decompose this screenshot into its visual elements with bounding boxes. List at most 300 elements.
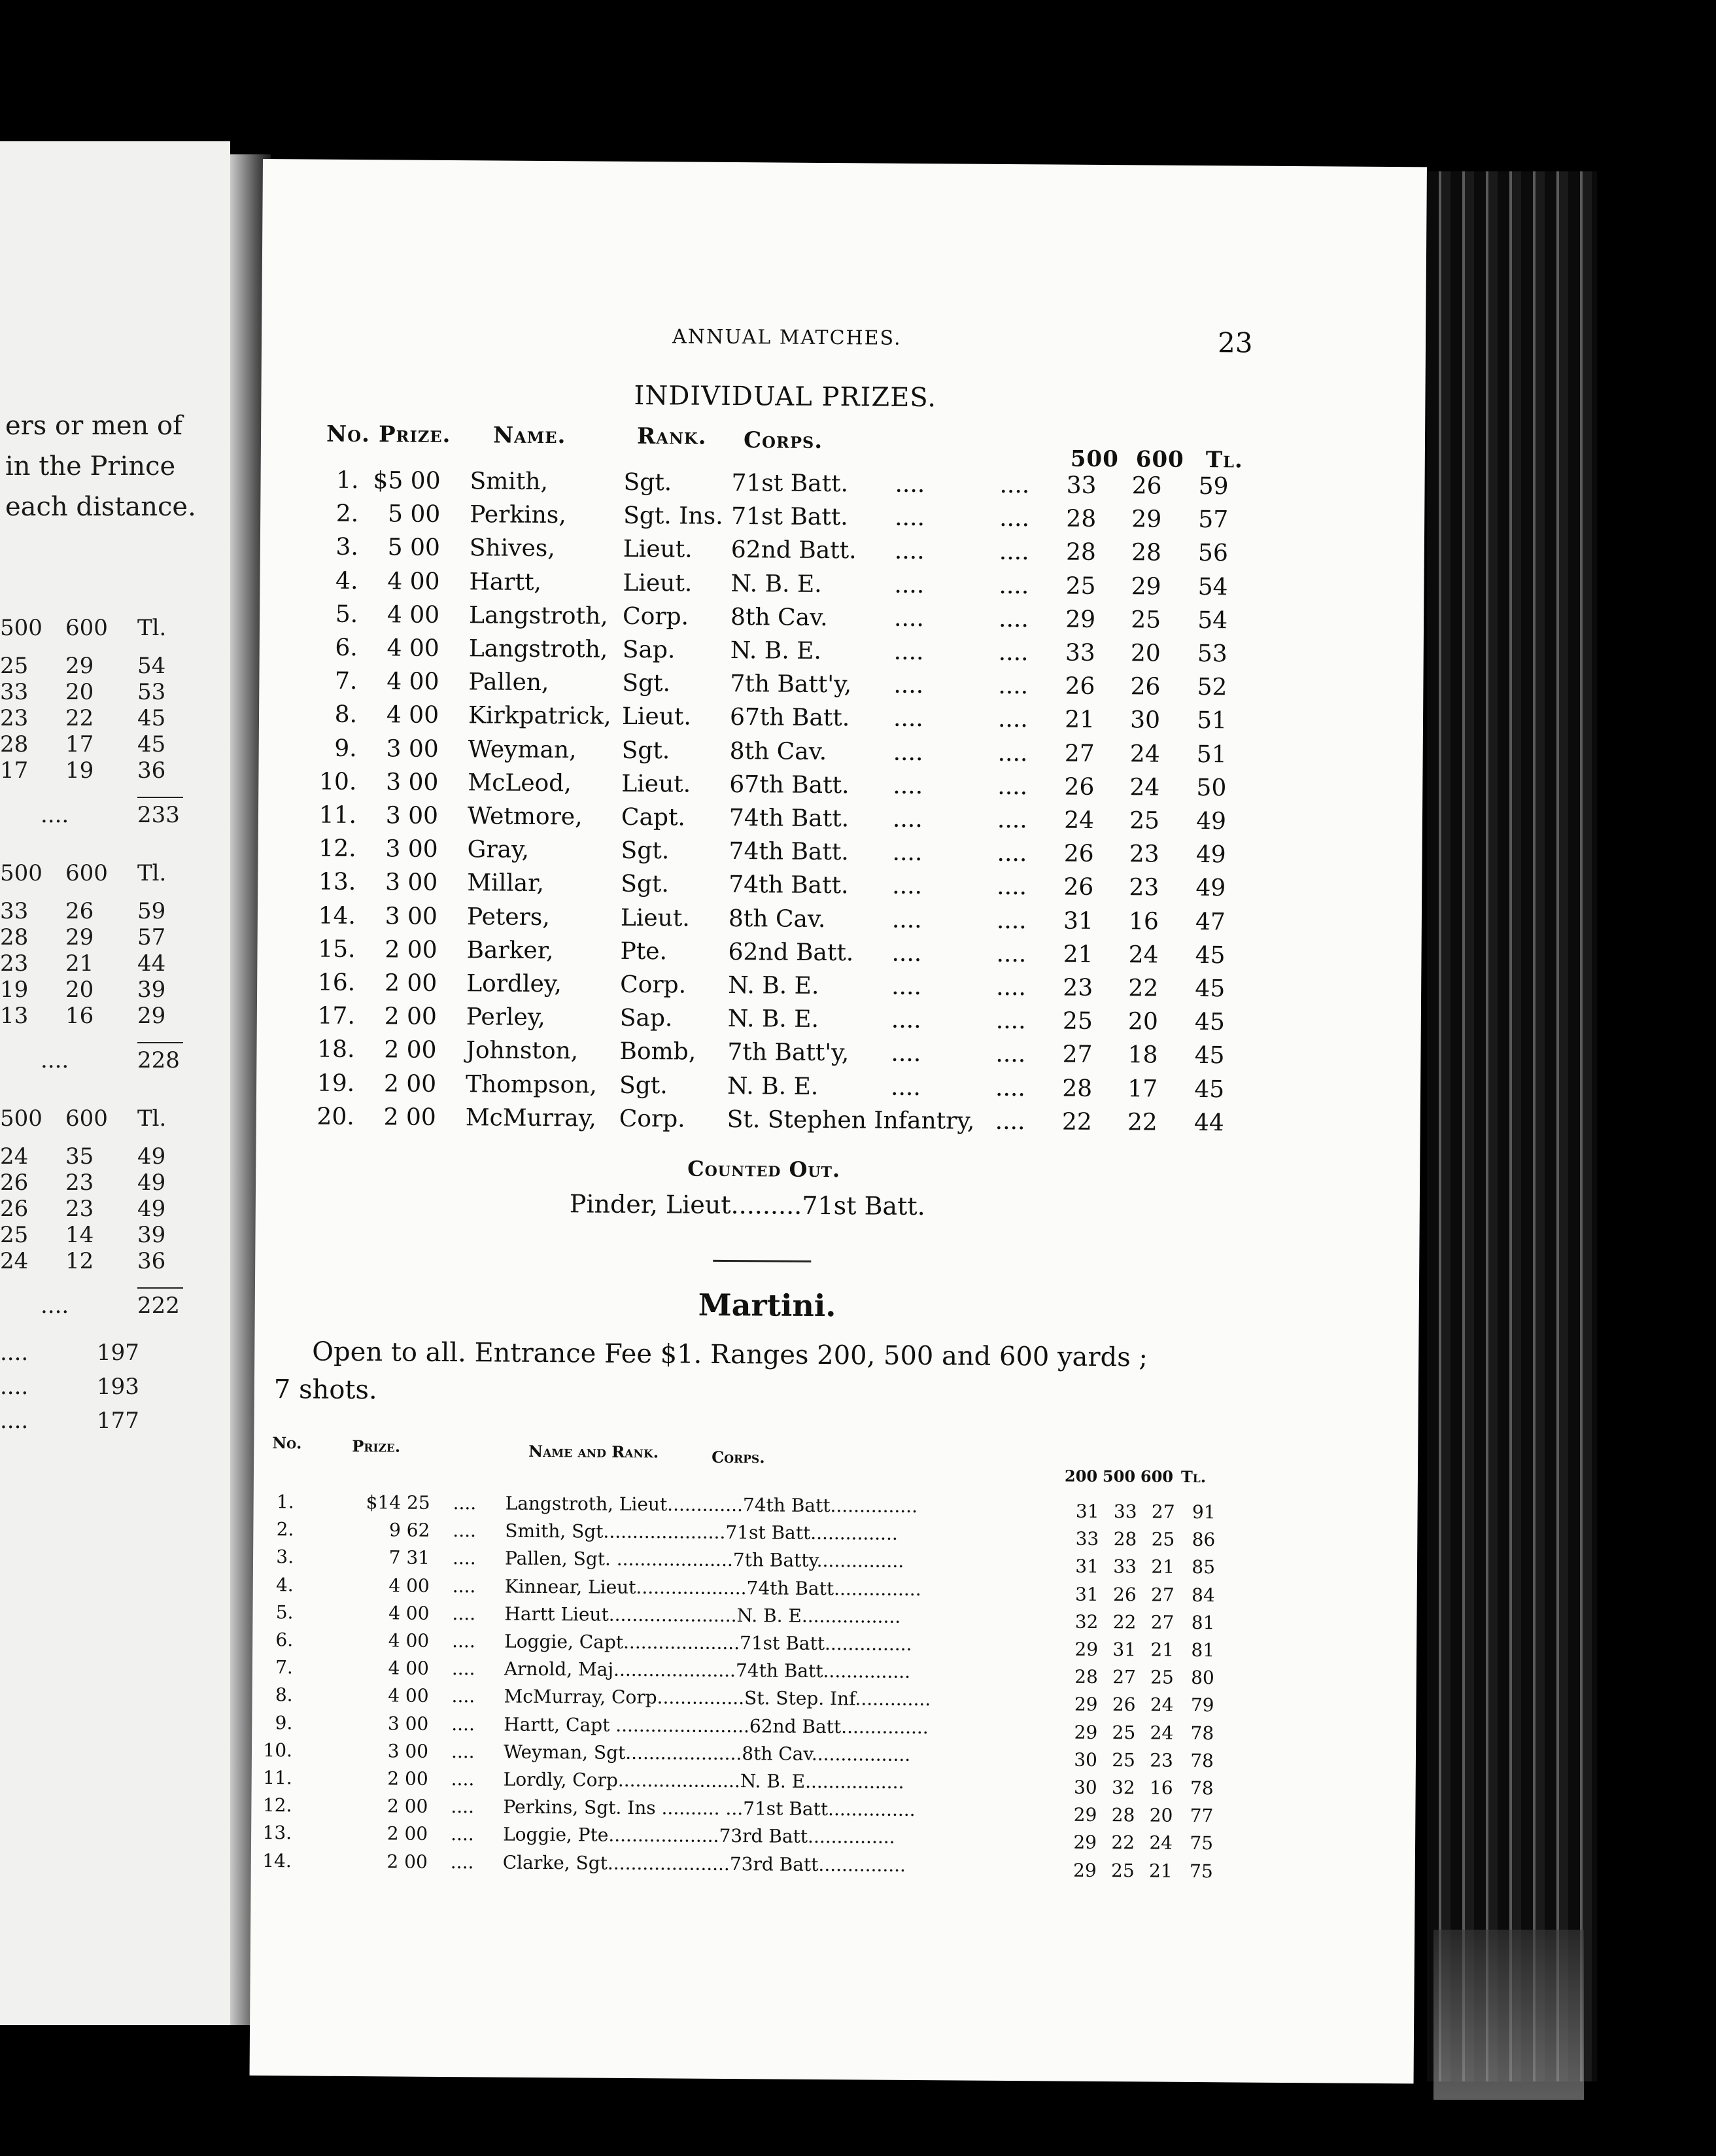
table-cell: 5. bbox=[335, 600, 358, 628]
table-cell: 14. bbox=[262, 1849, 292, 1871]
left-score-cell: 39 bbox=[137, 1222, 166, 1248]
table-cell: Corp. bbox=[619, 1105, 685, 1133]
left-leader-dots: .... bbox=[41, 802, 69, 828]
table-cell: 51 bbox=[1197, 707, 1227, 735]
left-score-cell: 26 bbox=[0, 1196, 29, 1222]
table-cell: .... bbox=[998, 672, 1029, 700]
table-cell: 1. bbox=[336, 466, 359, 495]
left-score-cell: 19 bbox=[0, 977, 29, 1003]
m-col-total: Tl. bbox=[1180, 1467, 1207, 1487]
table-cell: 85 bbox=[1192, 1556, 1216, 1578]
left-score-cell: 49 bbox=[137, 1143, 166, 1170]
table-cell: Lieut. bbox=[621, 770, 691, 798]
table-cell: 16 bbox=[1149, 1777, 1173, 1799]
table-cell: .... bbox=[997, 840, 1027, 867]
table-cell: 21 bbox=[1150, 1639, 1175, 1661]
table-cell: 24 bbox=[1129, 774, 1160, 801]
table-cell: 26 bbox=[1063, 873, 1094, 901]
table-cell: 6. bbox=[275, 1629, 294, 1651]
table-cell: .... bbox=[891, 939, 922, 967]
table-cell: 2 00 bbox=[386, 1850, 428, 1873]
left-score-cell: 33 bbox=[0, 898, 29, 924]
table-cell: 31 bbox=[1112, 1639, 1137, 1661]
left-score-cell: 23 bbox=[0, 950, 29, 977]
table-cell: 25 bbox=[1062, 1007, 1093, 1035]
table-cell: .... bbox=[892, 873, 923, 900]
table-cell: 84 bbox=[1191, 1584, 1215, 1606]
table-cell: 28 bbox=[1113, 1528, 1137, 1550]
table-cell: .... bbox=[892, 839, 923, 867]
table-cell: .... bbox=[996, 907, 1027, 934]
table-cell: 2. bbox=[335, 500, 359, 528]
table-cell: 25 bbox=[1065, 572, 1096, 600]
table-cell: 2 00 bbox=[387, 1767, 428, 1790]
table-cell: .... bbox=[892, 805, 923, 833]
table-cell: 86 bbox=[1192, 1529, 1216, 1551]
left-col-header: 600 bbox=[65, 615, 108, 641]
table-cell: 71st Batt. bbox=[731, 503, 848, 531]
left-score-cell: 54 bbox=[137, 653, 166, 679]
table-cell: 18. bbox=[317, 1036, 355, 1064]
table-cell: 3 00 bbox=[385, 835, 438, 863]
table-cell: 2 00 bbox=[384, 1003, 437, 1031]
table-cell: 29 bbox=[1131, 506, 1162, 533]
left-score-cell: 57 bbox=[137, 924, 166, 950]
table-cell: .... bbox=[891, 1006, 921, 1034]
table-cell: 29 bbox=[1073, 1832, 1097, 1854]
table-cell: .... bbox=[999, 538, 1029, 566]
left-score-cell: 45 bbox=[137, 731, 166, 757]
table-cell: 28 bbox=[1065, 538, 1096, 566]
table-cell: 33 bbox=[1066, 472, 1097, 499]
table-cell: 20 bbox=[1149, 1804, 1173, 1826]
col-500: 500 bbox=[1070, 445, 1119, 473]
table-cell: 17 bbox=[1127, 1075, 1158, 1103]
left-col-header: Tl. bbox=[137, 615, 167, 641]
table-cell: 56 bbox=[1197, 540, 1228, 567]
table-cell: 25 bbox=[1111, 1859, 1135, 1881]
table-cell: 8th Cav. bbox=[730, 603, 828, 631]
table-cell: .... bbox=[891, 973, 922, 1001]
table-cell: .... bbox=[893, 604, 925, 632]
table-cell: 5 00 bbox=[387, 534, 440, 562]
table-cell: 7 31 bbox=[388, 1546, 430, 1569]
table-cell: .... bbox=[995, 1007, 1026, 1035]
left-score-cell: 29 bbox=[137, 1003, 166, 1029]
table-cell: 4 00 bbox=[388, 1657, 430, 1680]
table-cell: .... bbox=[893, 671, 924, 699]
left-total-rule bbox=[137, 797, 183, 798]
table-cell: 4. bbox=[335, 567, 358, 595]
table-cell: 18 bbox=[1127, 1041, 1158, 1069]
table-cell: 49 bbox=[1196, 807, 1227, 835]
table-cell: Smith, bbox=[470, 468, 549, 496]
table-cell: 27 bbox=[1150, 1611, 1175, 1633]
left-text-line-1: ers or men of bbox=[5, 411, 182, 441]
table-cell: Sgt. bbox=[622, 670, 671, 697]
table-cell: 28 bbox=[1062, 1075, 1093, 1102]
table-cell: .... bbox=[894, 571, 925, 599]
table-cell: 2 00 bbox=[384, 1036, 437, 1064]
table-cell: 20 bbox=[1130, 640, 1161, 667]
table-cell: 9 62 bbox=[388, 1519, 430, 1542]
table-cell: 45 bbox=[1194, 1009, 1225, 1036]
table-cell: Pallen, bbox=[468, 669, 549, 697]
table-cell: 21 bbox=[1063, 941, 1093, 968]
table-cell: Sgt. bbox=[621, 837, 670, 865]
table-cell: 81 bbox=[1191, 1639, 1215, 1661]
table-cell: 22 bbox=[1112, 1610, 1137, 1633]
table-cell: 7. bbox=[275, 1656, 294, 1678]
table-cell: 8th Cav. bbox=[729, 737, 827, 765]
table-cell: 25 bbox=[1131, 606, 1161, 634]
left-score-cell: 26 bbox=[65, 898, 94, 924]
table-cell: Clarke, Sgt.....................73rd Batt............... bbox=[502, 1851, 906, 1876]
table-cell: .... bbox=[452, 1547, 476, 1569]
col-rank: Rank. bbox=[636, 423, 707, 450]
left-score-cell: 20 bbox=[65, 679, 94, 705]
table-cell: .... bbox=[997, 773, 1028, 800]
left-score-cell: 13 bbox=[0, 1003, 29, 1029]
table-cell: 23 bbox=[1150, 1749, 1174, 1771]
table-cell: St. Stephen Infantry, bbox=[727, 1105, 975, 1135]
table-cell: .... bbox=[452, 1630, 475, 1652]
table-cell: 29 bbox=[1074, 1638, 1099, 1660]
table-cell: 53 bbox=[1197, 640, 1227, 668]
table-cell: .... bbox=[451, 1796, 475, 1818]
left-col-header: 500 bbox=[0, 1105, 43, 1132]
left-score-cell: 24 bbox=[0, 1143, 29, 1170]
table-cell: 25 bbox=[1151, 1528, 1175, 1550]
table-cell: 2 00 bbox=[386, 1795, 428, 1818]
table-cell: .... bbox=[451, 1658, 475, 1680]
left-score-cell: 28 bbox=[0, 731, 29, 757]
table-cell: 25 bbox=[1112, 1721, 1136, 1743]
m-col-prize: Prize. bbox=[352, 1436, 401, 1456]
left-score-cell: 26 bbox=[0, 1170, 29, 1196]
table-cell: .... bbox=[453, 1520, 477, 1542]
table-cell: 52 bbox=[1197, 674, 1227, 701]
left-score-cell: 25 bbox=[0, 1222, 29, 1248]
table-cell: 4 00 bbox=[388, 1629, 430, 1652]
table-cell: .... bbox=[451, 1768, 475, 1790]
left-score-cell: 29 bbox=[65, 924, 94, 950]
table-cell: Gray, bbox=[467, 836, 530, 864]
table-cell: .... bbox=[998, 605, 1029, 633]
table-cell: 29 bbox=[1074, 1694, 1098, 1716]
table-cell: 25 bbox=[1129, 807, 1160, 835]
table-cell: Weyman, bbox=[468, 735, 577, 763]
table-cell: 28 bbox=[1074, 1665, 1098, 1688]
section-rule bbox=[713, 1260, 811, 1262]
table-cell: .... bbox=[450, 1851, 474, 1873]
table-cell: Lieut. bbox=[623, 569, 693, 597]
table-cell: N. B. E. bbox=[730, 637, 822, 665]
table-cell: Sgt. bbox=[619, 1071, 668, 1099]
left-leader-dots: .... bbox=[41, 1293, 69, 1319]
table-cell: Corp. bbox=[622, 602, 689, 631]
table-cell: 10. bbox=[263, 1739, 293, 1762]
table-cell: 51 bbox=[1196, 740, 1227, 768]
table-cell: Wetmore, bbox=[467, 803, 583, 831]
table-cell: 26 bbox=[1063, 840, 1094, 868]
table-cell: .... bbox=[451, 1713, 475, 1735]
table-cell: 74th Batt. bbox=[729, 805, 849, 833]
table-cell: 3 00 bbox=[386, 769, 439, 796]
table-cell: 81 bbox=[1191, 1611, 1215, 1634]
table-cell: Loggie, Pte...................73rd Batt............... bbox=[503, 1824, 895, 1849]
table-cell: .... bbox=[999, 505, 1030, 532]
page-edges bbox=[1427, 171, 1597, 2081]
table-cell: 27 bbox=[1064, 740, 1095, 767]
left-col-header: 600 bbox=[65, 1105, 108, 1132]
table-cell: .... bbox=[891, 1040, 921, 1068]
left-total-rule bbox=[137, 1287, 183, 1289]
left-col-header: Tl. bbox=[137, 1105, 167, 1132]
col-no: No. bbox=[326, 421, 371, 448]
table-cell: 2 00 bbox=[383, 1104, 436, 1131]
table-cell: 13. bbox=[262, 1822, 292, 1844]
table-cell: Hartt, bbox=[469, 568, 542, 596]
table-cell: Kirkpatrick, bbox=[468, 702, 611, 731]
table-cell: $14 25 bbox=[366, 1491, 430, 1514]
table-cell: Loggie, Capt....................71st Batt............... bbox=[504, 1630, 912, 1655]
table-cell: .... bbox=[452, 1602, 476, 1625]
table-cell: .... bbox=[997, 806, 1027, 834]
table-cell: 24 bbox=[1149, 1832, 1173, 1854]
table-cell: 2 00 bbox=[384, 969, 438, 997]
table-cell: McLeod, bbox=[468, 769, 572, 797]
table-cell: 2. bbox=[276, 1518, 294, 1540]
table-cell: 5 00 bbox=[387, 500, 441, 529]
table-cell: 4 00 bbox=[386, 635, 439, 662]
table-cell: Sap. bbox=[622, 636, 676, 664]
left-col-header: Tl. bbox=[137, 860, 167, 886]
table-cell: 45 bbox=[1194, 1042, 1225, 1069]
table-cell: .... bbox=[893, 739, 923, 766]
table-cell: 62nd Batt. bbox=[730, 536, 857, 565]
page-edges-shadow bbox=[1433, 1930, 1584, 2100]
table-cell: Sgt. bbox=[621, 871, 670, 898]
table-cell: 71st Batt. bbox=[731, 470, 849, 498]
table-cell: .... bbox=[891, 906, 922, 933]
table-cell: 8. bbox=[334, 701, 358, 729]
table-cell: 28 bbox=[1111, 1804, 1135, 1826]
table-cell: 57 bbox=[1198, 506, 1229, 534]
table-cell: 78 bbox=[1190, 1777, 1214, 1800]
left-score-cell: 20 bbox=[65, 977, 94, 1003]
table-cell: McMurray, bbox=[465, 1104, 596, 1132]
table-cell: 78 bbox=[1190, 1749, 1214, 1772]
table-cell: Lordly, Corp.....................N. B. E................. bbox=[503, 1768, 904, 1793]
table-cell: 26 bbox=[1131, 472, 1162, 500]
table-cell: 5. bbox=[275, 1601, 294, 1624]
table-cell: Perkins, bbox=[470, 501, 566, 529]
table-cell: 19. bbox=[317, 1069, 355, 1097]
left-final-total: 177 bbox=[97, 1408, 139, 1434]
table-cell: .... bbox=[997, 706, 1028, 733]
table-cell: 50 bbox=[1196, 774, 1227, 802]
table-cell: 3 00 bbox=[387, 1740, 429, 1762]
counted-out-label: Counted Out. bbox=[687, 1156, 841, 1183]
table-cell: Weyman, Sgt....................8th Cav................. bbox=[503, 1741, 911, 1765]
table-cell: 25 bbox=[1150, 1666, 1174, 1688]
table-cell: 4 00 bbox=[386, 601, 440, 629]
left-leader-dots: .... bbox=[0, 1340, 29, 1366]
table-cell: Perkins, Sgt. Ins .......... ...71st Batt............... bbox=[503, 1796, 916, 1821]
table-cell: N. B. E. bbox=[727, 1072, 819, 1100]
left-final-total: 193 bbox=[97, 1374, 139, 1400]
table-cell: 33 bbox=[1113, 1556, 1137, 1578]
left-score-cell: 24 bbox=[0, 1248, 29, 1274]
left-final-total: 197 bbox=[97, 1340, 139, 1366]
left-score-cell: 25 bbox=[0, 653, 29, 679]
table-cell: 12. bbox=[262, 1794, 292, 1817]
table-cell: Langstroth, bbox=[468, 635, 608, 663]
table-cell: .... bbox=[451, 1685, 475, 1707]
table-cell: 27 bbox=[1151, 1501, 1175, 1523]
table-cell: 3. bbox=[335, 534, 359, 561]
col-600: 600 bbox=[1135, 446, 1184, 473]
table-cell: 24 bbox=[1129, 740, 1160, 768]
table-cell: 28 bbox=[1066, 505, 1097, 533]
table-cell: .... bbox=[451, 1823, 474, 1845]
table-cell: Lieut. bbox=[621, 703, 692, 731]
table-cell: 67th Batt. bbox=[729, 704, 850, 732]
table-cell: 4 00 bbox=[388, 1684, 429, 1707]
table-cell: .... bbox=[452, 1574, 476, 1597]
left-text-line-2: in the Prince bbox=[5, 451, 176, 481]
table-cell: 31 bbox=[1074, 1583, 1099, 1605]
table-cell: 31 bbox=[1063, 907, 1094, 935]
table-cell: 21 bbox=[1065, 706, 1095, 734]
table-cell: 9. bbox=[334, 735, 357, 762]
left-score-cell: 44 bbox=[137, 950, 166, 977]
table-cell: N. B. E. bbox=[730, 570, 822, 598]
table-cell: Bomb, bbox=[619, 1038, 696, 1066]
table-cell: 54 bbox=[1197, 573, 1228, 600]
table-cell: Capt. bbox=[621, 803, 686, 831]
table-cell: 16 bbox=[1128, 907, 1159, 935]
table-cell: 32 bbox=[1074, 1610, 1099, 1633]
table-cell: 54 bbox=[1197, 606, 1228, 635]
table-cell: 3. bbox=[276, 1546, 294, 1568]
table-cell: .... bbox=[996, 940, 1027, 967]
table-cell: Thompson, bbox=[465, 1070, 598, 1099]
col-corps: Corps. bbox=[743, 427, 823, 454]
table-cell: 62nd Batt. bbox=[728, 938, 854, 967]
table-cell: 33 bbox=[1065, 639, 1095, 667]
left-total: 222 bbox=[137, 1293, 180, 1319]
table-cell: 25 bbox=[1112, 1748, 1136, 1771]
table-cell: Peters, bbox=[466, 903, 550, 931]
table-cell: 22 bbox=[1061, 1108, 1092, 1136]
left-score-cell: 53 bbox=[137, 679, 166, 705]
table-cell: Pallen, Sgt. ....................7th Batty............... bbox=[504, 1548, 904, 1573]
left-score-cell: 17 bbox=[65, 731, 94, 757]
table-cell: Sgt. bbox=[623, 468, 672, 496]
left-score-cell: 23 bbox=[65, 1196, 94, 1222]
table-cell: 77 bbox=[1190, 1805, 1214, 1827]
section-title: INDIVIDUAL PRIZES. bbox=[634, 380, 937, 413]
left-score-cell: 14 bbox=[65, 1222, 94, 1248]
table-cell: 22 bbox=[1111, 1832, 1135, 1854]
table-cell: 26 bbox=[1064, 773, 1095, 801]
table-cell: 23 bbox=[1129, 874, 1159, 901]
table-cell: .... bbox=[453, 1492, 477, 1514]
table-cell: .... bbox=[995, 1074, 1026, 1102]
table-cell: 78 bbox=[1190, 1722, 1214, 1744]
table-cell: 17. bbox=[317, 1002, 355, 1030]
left-score-cell: 23 bbox=[0, 705, 29, 731]
table-cell: 26 bbox=[1112, 1583, 1137, 1605]
table-cell: .... bbox=[995, 1041, 1026, 1068]
left-score-cell: 16 bbox=[65, 1003, 94, 1029]
table-cell: Hartt Lieut......................N. B. E................. bbox=[504, 1603, 901, 1627]
table-cell: 29 bbox=[1074, 1721, 1098, 1743]
table-cell: .... bbox=[999, 471, 1030, 499]
left-col-header: 500 bbox=[0, 860, 43, 886]
table-cell: N. B. E. bbox=[728, 971, 819, 1000]
table-cell: 23 bbox=[1129, 841, 1159, 868]
table-cell: 24 bbox=[1150, 1694, 1174, 1716]
left-score-cell: 33 bbox=[0, 679, 29, 705]
table-cell: 7th Batt'y, bbox=[727, 1039, 849, 1067]
left-leader-dots: .... bbox=[41, 1047, 69, 1073]
m-col-600: 600 bbox=[1140, 1467, 1174, 1486]
left-score-cell: 59 bbox=[137, 898, 166, 924]
table-cell: 29 bbox=[1073, 1859, 1097, 1881]
table-cell: 3 00 bbox=[387, 1712, 429, 1735]
table-cell: .... bbox=[890, 1073, 921, 1101]
left-score-cell: 45 bbox=[137, 705, 166, 731]
table-cell: 32 bbox=[1111, 1777, 1135, 1799]
left-col-header: 600 bbox=[65, 860, 108, 886]
left-score-cell: 35 bbox=[65, 1143, 94, 1170]
table-cell: 47 bbox=[1195, 908, 1226, 935]
table-cell: 24 bbox=[1128, 941, 1159, 969]
table-cell: 6. bbox=[335, 634, 358, 662]
table-cell: 30 bbox=[1074, 1748, 1098, 1771]
table-cell: 44 bbox=[1193, 1109, 1224, 1137]
table-cell: Langstroth, Lieut.............74th Batt............... bbox=[505, 1492, 918, 1518]
table-cell: 2 00 bbox=[383, 1069, 437, 1098]
page bbox=[250, 159, 1427, 2083]
table-cell: Millar, bbox=[467, 869, 544, 897]
col-name: Name. bbox=[492, 422, 566, 449]
table-cell: 4 00 bbox=[386, 701, 439, 729]
table-cell: Lieut. bbox=[623, 536, 693, 563]
table-cell: 75 bbox=[1190, 1832, 1214, 1854]
table-cell: .... bbox=[451, 1740, 475, 1763]
table-cell: Pte. bbox=[620, 937, 668, 965]
table-cell: 16. bbox=[317, 969, 356, 997]
table-cell: .... bbox=[997, 873, 1027, 901]
table-cell: 4 00 bbox=[387, 567, 440, 595]
table-cell: 11. bbox=[318, 801, 357, 829]
left-score-cell: 36 bbox=[137, 1248, 166, 1274]
m-col-name-rank: Name and Rank. bbox=[528, 1441, 659, 1462]
table-cell: 20. bbox=[317, 1103, 354, 1130]
m-col-500: 500 bbox=[1102, 1467, 1136, 1486]
table-cell: .... bbox=[995, 1107, 1025, 1135]
table-cell: .... bbox=[998, 638, 1029, 667]
counted-out-entry: Pinder, Lieut.........71st Batt. bbox=[569, 1189, 925, 1221]
table-cell: 4. bbox=[275, 1573, 294, 1595]
table-cell: Lieut. bbox=[620, 904, 690, 932]
table-cell: .... bbox=[894, 538, 925, 565]
left-text-line-3: each distance. bbox=[5, 492, 196, 522]
